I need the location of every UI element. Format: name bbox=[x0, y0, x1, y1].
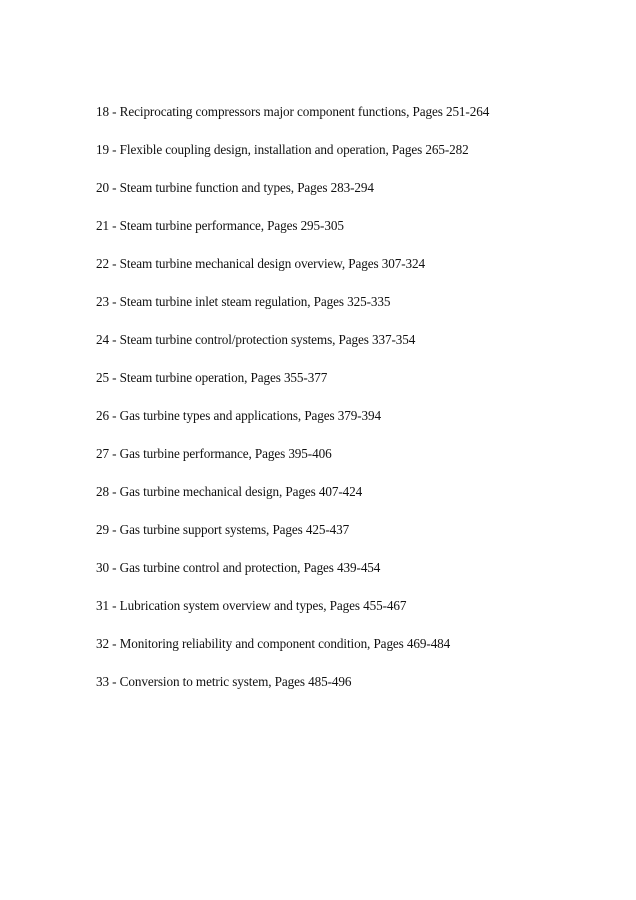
toc-entry: 27 - Gas turbine performance, Pages 395-406 bbox=[96, 446, 332, 461]
toc-entry: 25 - Steam turbine operation, Pages 355-377 bbox=[96, 370, 328, 385]
toc-entry: 18 - Reciprocating compressors major component functions, Pages 251-264 bbox=[96, 104, 490, 119]
toc-entry: 22 - Steam turbine mechanical design overview, Pages 307-324 bbox=[96, 256, 425, 271]
table-of-contents bbox=[96, 103, 616, 711]
toc-entry: 19 - Flexible coupling design, installation and operation, Pages 265-282 bbox=[96, 142, 469, 157]
toc-entry: 29 - Gas turbine support systems, Pages 425-437 bbox=[96, 522, 350, 537]
toc-entry: 30 - Gas turbine control and protection, Pages 439-454 bbox=[96, 560, 381, 575]
toc-entry: 20 - Steam turbine function and types, Pages 283-294 bbox=[96, 180, 374, 195]
toc-entry: 26 - Gas turbine types and applications, Pages 379-394 bbox=[96, 408, 382, 423]
toc-entry: 21 - Steam turbine performance, Pages 295-305 bbox=[96, 218, 344, 233]
toc-entry: 32 - Monitoring reliability and component condition, Pages 469-484 bbox=[96, 636, 451, 651]
toc-entry: 24 - Steam turbine control/protection systems, Pages 337-354 bbox=[96, 332, 416, 347]
toc-entry: 33 - Conversion to metric system, Pages 485-496 bbox=[96, 674, 352, 689]
toc-entry: 31 - Lubrication system overview and types, Pages 455-467 bbox=[96, 598, 407, 613]
toc-entry: 23 - Steam turbine inlet steam regulation, Pages 325-335 bbox=[96, 294, 391, 309]
toc-entry: 28 - Gas turbine mechanical design, Pages 407-424 bbox=[96, 484, 363, 499]
